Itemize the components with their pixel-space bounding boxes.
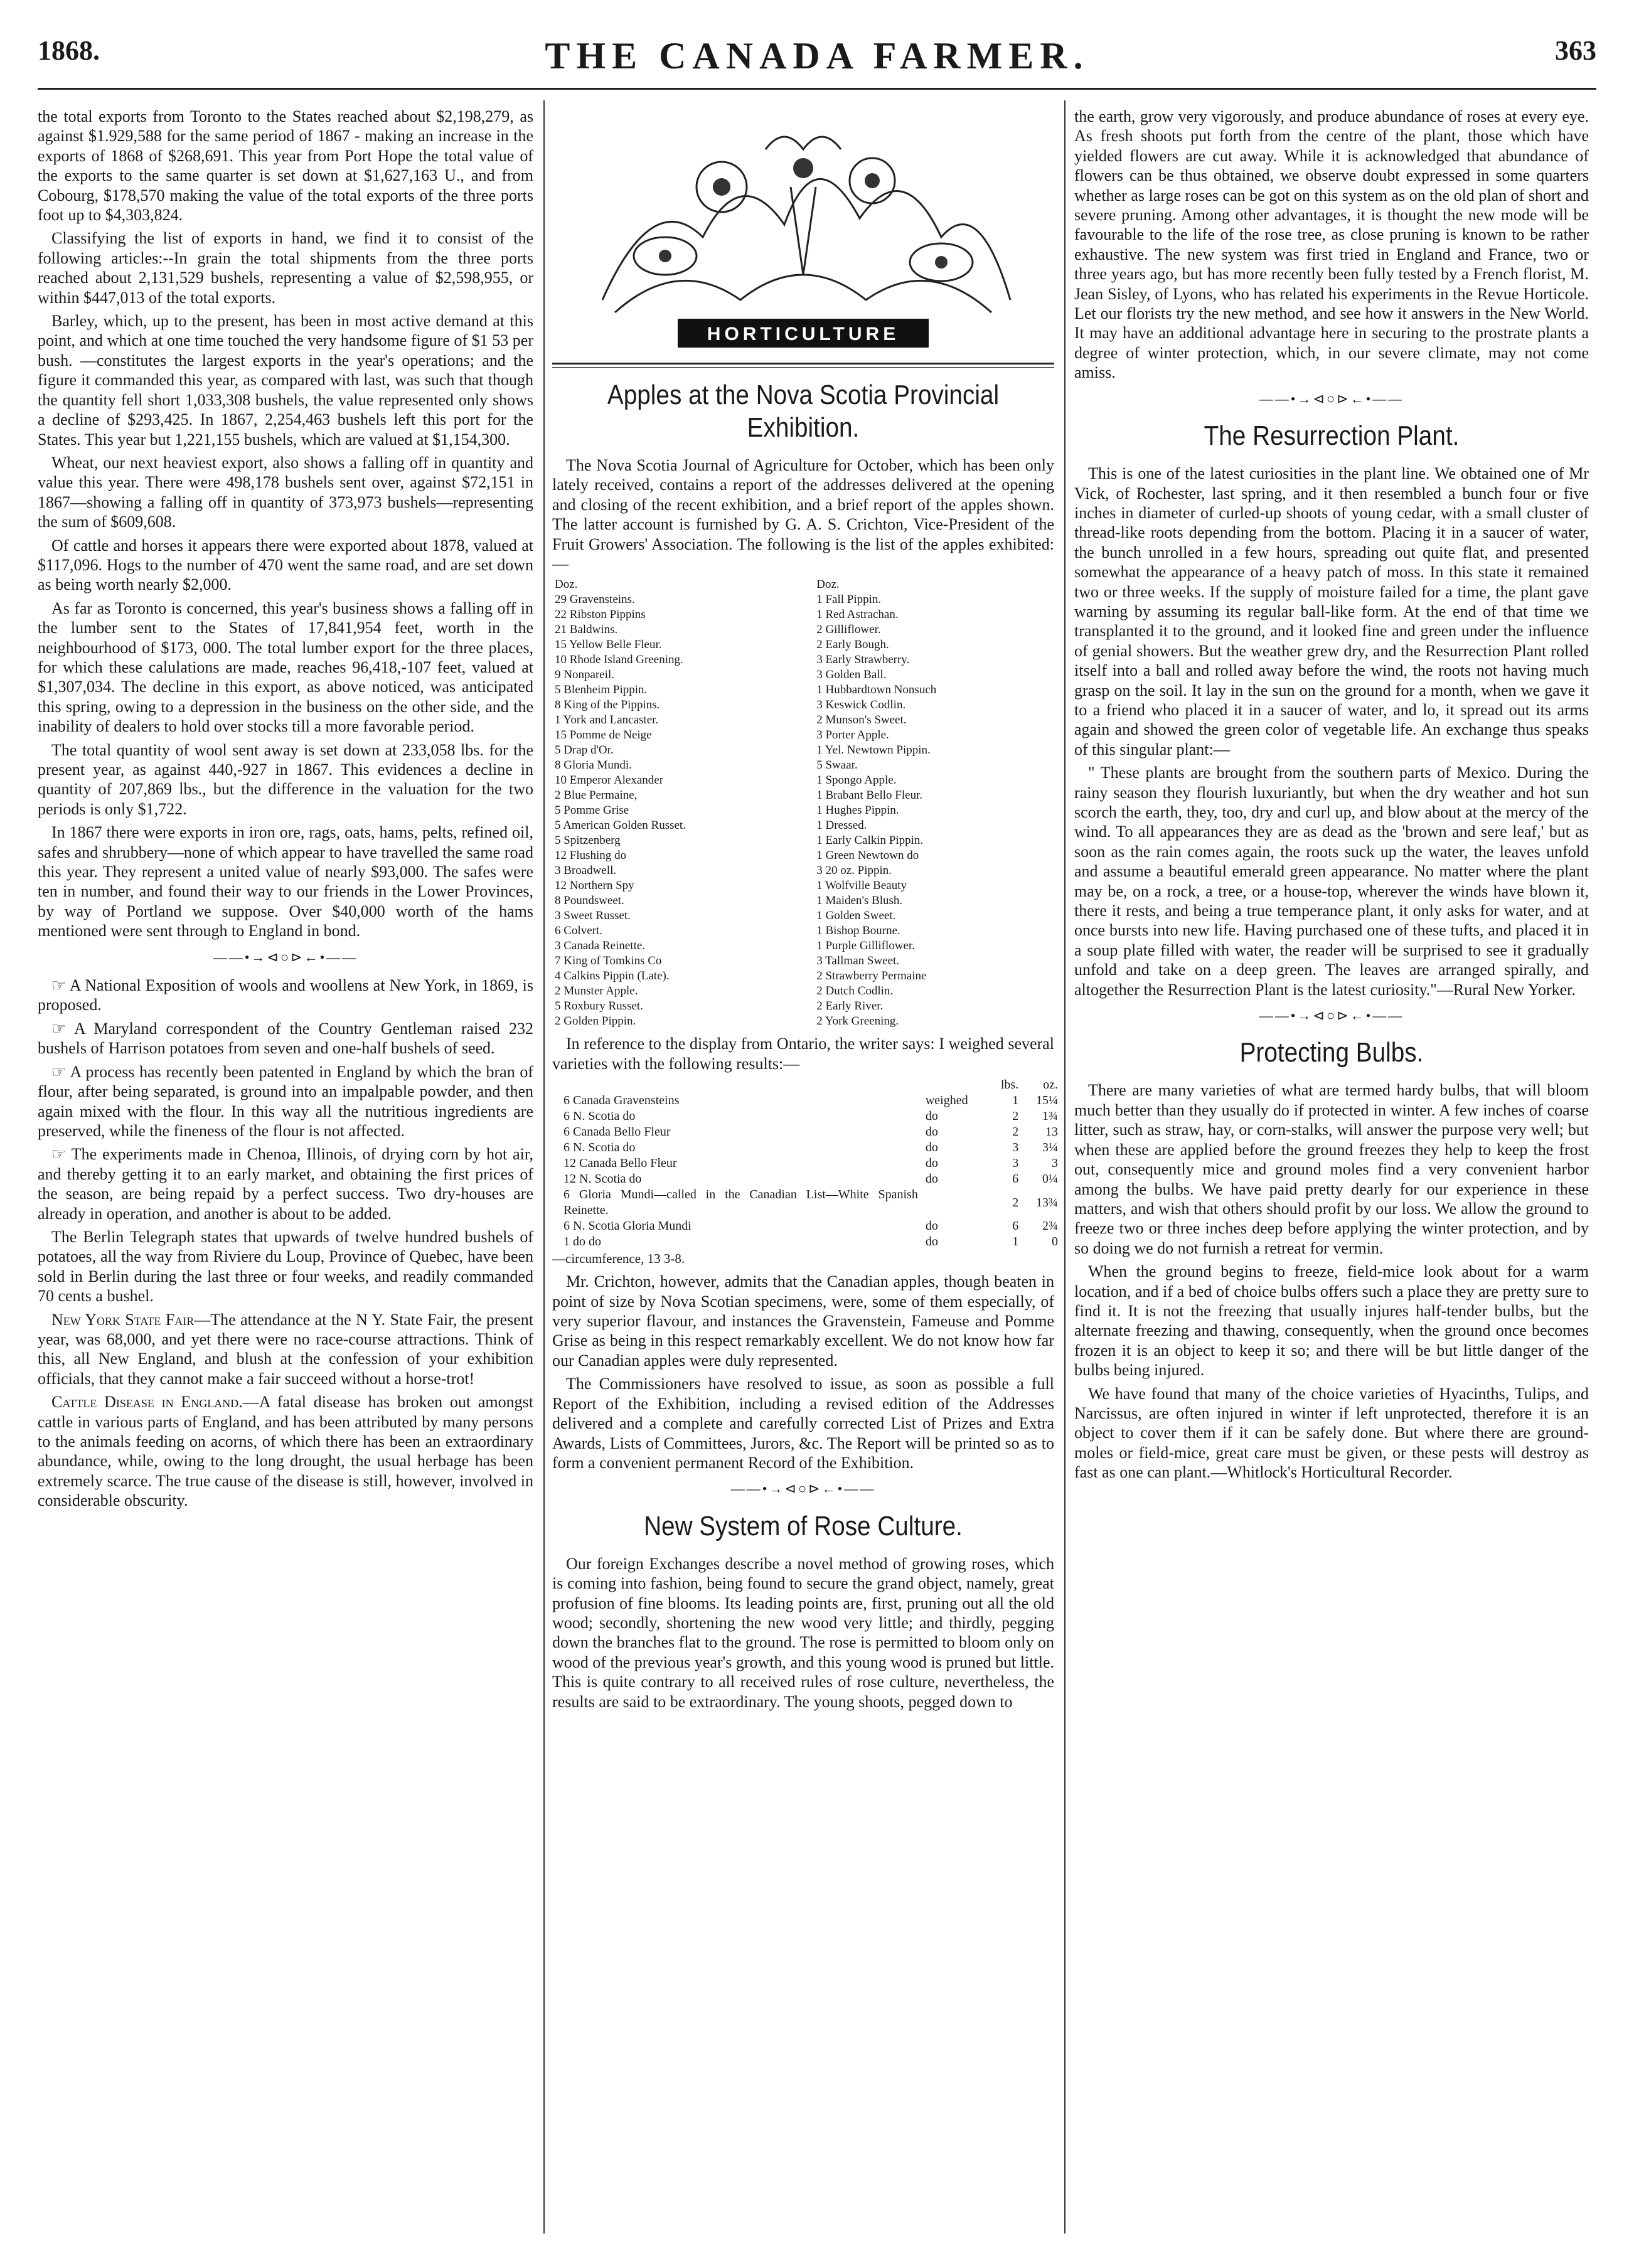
weights-cell: 0¼	[1042, 1172, 1058, 1186]
news-note	[38, 1310, 533, 1389]
apple-entry: 12 Northern Spy	[555, 879, 634, 893]
weights-cell: 6 Canada Gravensteins	[563, 1094, 680, 1108]
article-paragraph: the earth, grow very vigorously, and produce abundance of roses at every eye. As fresh shoots put forth from the centre of the plant, those which have yielded flowers are cut away. While it is acknowledged that abundance of flowers can be thus obtained, we observe doubt expressed in some quarters whether as large roses can be got on this system as on the old plan of short and severe pruning. Among other advantages, it is thought the new mode will be favourable to the life of the rose tree, as close pruning is known to be rather exhaustive. The new system was first tried in England and France, two or three years ago, but has more recently been fully tested by a French florist, M. Jean Sisley, of Lyons, who has related his experiments in the Revue Horticole. Let our florists try the new method, and see how it answers in the New World. It may have an additional advantage here in securing to the prostrate plants a degree of winter protection, which, in our severe climate, may not come amiss.	[1074, 107, 1589, 382]
apple-entry: 1 Maiden's Blush.	[816, 894, 903, 908]
weights-row	[560, 1093, 1062, 1109]
apple-row	[552, 592, 1054, 607]
apple-entry: 1 York and Lancaster.	[555, 713, 659, 727]
apple-entry: 3 Keswick Codlin.	[816, 698, 906, 712]
news-note	[38, 1144, 533, 1223]
apple-entry: 3 Sweet Russet.	[555, 909, 631, 923]
weights-cell: 6 N. Scotia do	[563, 1109, 636, 1124]
apple-row	[552, 924, 1054, 939]
apple-row	[552, 713, 1054, 728]
apple-entry: 1 Wolfville Beauty	[816, 879, 907, 893]
apple-row	[552, 954, 1054, 969]
apple-entry: 1 Dressed.	[816, 819, 867, 833]
apple-entry: 5 Swaar.	[816, 759, 858, 772]
weights-cell: 3	[1012, 1141, 1019, 1155]
banner-title: HORTICULTURE	[707, 324, 900, 344]
article-paragraph: Mr. Crichton, however, admits that the Canadian apples, though beaten in point of size by Nova Scotian specimens, were, some of them especially, of very superior flavour, and instances the Gravenstein, Fameuse and Pomme Grise as being in this respect remarkably excellent. We do not know how far our Canadian apples were duly represented.	[552, 1272, 1054, 1370]
weights-row	[560, 1234, 1062, 1250]
weights-cell: do	[925, 1235, 938, 1249]
apple-entry: 3 Early Strawberry.	[816, 653, 910, 667]
circumference-note: —circumference, 13 3-8.	[552, 1251, 685, 1267]
apple-entry: 1 Hubbardtown Nonsuch	[816, 683, 937, 697]
article-paragraph: As far as Toronto is concerned, this year's business shows a falling off in the lumber sent to the States of 17,841,954 feet, worth in the neighbourhood of $173, 000. The total lumber export for the three places, for which these calulations are made, reaches 96,418,-107 feet, valued at $1,307,034. The decline in this export, as above noticed, was anticipated this spring, owing to a depression in the business on the other side, and the inability of dealers to hold over stocks till a more favorable period.	[38, 599, 533, 736]
apple-row	[552, 908, 1054, 924]
column-divider	[1064, 100, 1065, 2233]
masthead-title: THE CANADA FARMER.	[545, 35, 1089, 77]
article-paragraph: The Nova Scotia Journal of Agriculture for October, which has been only lately received, contains a report of the addresses delivered at the opening and closing of the recent exhibition, and a brief report of the apples shown. The latter account is furnished by G. A. S. Crichton, Vice-President of the Fruit Growers' Association. The following is the list of the apples exhibited:—	[552, 456, 1054, 573]
apple-entry: 2 Munson's Sweet.	[816, 713, 907, 727]
apple-row	[552, 818, 1054, 833]
article-paragraph: Barley, which, up to the present, has been in most active demand at this point, and which at one time touched the very handsome figure of $1 53 per bush. —constitutes the largest exports in the year's operations; and the figure it commanded this year, as compared with last, was such that though the quantity fell short 1,033,308 bushels, the value represented only shows a decline of $293,425. In 1867, 2,254,463 bushels left this port for the States. This year but 1,221,155 bushels, which are valued at $1,154,300.	[38, 312, 533, 449]
weights-cell: 6	[1012, 1172, 1019, 1186]
article-paragraph: Classifying the list of exports in hand, we find it to consist of the following articles:--In grain the total shipments from the three ports reached about 2,131,529 bushels, representing a value of $2,598,955, or within $447,013 of the total exports.	[38, 229, 533, 307]
apple-entry: 8 Gloria Mundi.	[555, 759, 632, 772]
apple-entry: 2 Munster Apple.	[555, 984, 638, 998]
weights-cell: 12 N. Scotia do	[563, 1172, 642, 1186]
weights-header-cell: oz.	[1043, 1078, 1058, 1092]
weights-row	[560, 1124, 1062, 1140]
apple-entry: 2 Early River.	[816, 999, 884, 1013]
weights-cell: do	[925, 1156, 938, 1171]
doz-label: Doz.	[555, 578, 578, 592]
apple-row	[552, 939, 1054, 954]
weights-cell: 2	[1012, 1109, 1019, 1124]
apple-entry: 15 Yellow Belle Fleur.	[555, 638, 662, 652]
apple-row	[552, 999, 1054, 1014]
apple-row	[552, 893, 1054, 908]
apple-entry: 1 Brabant Bello Fleur.	[816, 789, 923, 802]
section-separator: ——•→⊲○⊳←•——	[213, 949, 358, 965]
apple-entry: 2 Strawberry Permaine	[816, 969, 927, 983]
weights-row	[560, 1140, 1062, 1156]
weights-cell: 13¾	[1036, 1195, 1058, 1210]
weights-body	[560, 1077, 1062, 1250]
apples-header-row	[552, 577, 1054, 592]
apple-entry: 1 Spongo Apple.	[816, 774, 897, 787]
weights-cell: 6 Canada Bello Fleur	[563, 1125, 671, 1139]
article-paragraph: In 1867 there were exports in iron ore, rags, oats, hams, pelts, refined oil, safes and shrubbery—none of which appear to have travelled the same road this year. They represent a united value of nearly $93,000. The safes were ten in number, and found their way to our friends in the Lower Provinces, by way of Portland we suppose. Over $40,000 worth of the hams mentioned were sent through to England in bond.	[38, 823, 533, 940]
weights-cell: 15¼	[1036, 1094, 1058, 1108]
apple-entry: 3 Porter Apple.	[816, 728, 889, 742]
apple-entry: 7 King of Tomkins Co	[555, 954, 662, 968]
apple-row	[552, 969, 1054, 984]
weights-cell: 3	[1012, 1156, 1019, 1171]
weights-cell: 6	[1012, 1219, 1019, 1233]
apple-entry: 3 Golden Ball.	[816, 668, 887, 682]
weights-cell: do	[925, 1141, 938, 1155]
article-paragraph: This is one of the latest curiosities in the plant line. We obtained one of Mr Vick, of Rochester, last spring, and it then resembled a bunch four or five inches in diameter of curled-up shoots of young cedar, with a small cluster of thread-like roots depending from the bottom. Placing it in a saucer of water, the bunch unrolled in a few hours, spreading out quite flat, and presented somewhat the appearance of a heavy patch of moss. In this state it remained two or three weeks. If the supply of moisture failed for a time, the plant gave warning by assuming its regular ball-like form. At the end of that time we transplanted it to the ground, and it looked fine and green under the influence of genial showers. But the weather grew dry, and the Resurrection Plant rolled itself into a ball and rolled away before the wind, the roots not having much grasp on the soil. It lay in the sun on the ground for a month, when we gave it to a friend who placed it in a saucer of water, and lo, it spread out its arms again and showed the green color of vegetable life. An exchange thus speaks of this singular plant:—	[1074, 464, 1589, 759]
article-paragraph: the total exports from Toronto to the States reached about $2,198,279, as against $1.929,588 for the same period of 1867 - making an increase in the exports of 1868 of $268,691. This year from Port Hope the total value of the exports to the same quarter is set down at $1,627,163 U., and from Cobourg, $178,570 making the value of the total exports of the three ports foot up to $4,303,824.	[38, 107, 533, 225]
article-paragraph: There are many varieties of what are termed hardy bulbs, that will bloom much better than they usually do if protected in winter. A few inches of coarse litter, such as straw, hay, or corn-stalks, will answer the purpose very well; but when these are applied before the ground freezes they help to keep the frost out, consequently mice and ground moles find a very convenient harbor among the bulbs. We have paid pretty dearly for our experience in these matters, and wish that others should profit by our loss. We allow the ground to freeze two or three inches deep before applying the winter protection, and by so doing we do not furnish a retreat for vermin.	[1074, 1081, 1589, 1257]
apple-row	[552, 758, 1054, 773]
apple-entry: 15 Pomme de Neige	[555, 728, 652, 742]
article-heading: The Resurrection Plant.	[1204, 420, 1460, 452]
apple-entry: 29 Gravensteins.	[555, 593, 635, 607]
apple-entry: 5 Spitzenberg	[555, 834, 621, 848]
apple-entry: 1 Early Calkin Pippin.	[816, 834, 924, 848]
apple-row	[552, 788, 1054, 803]
note-text: The experiments made in Chenoa, Illinois, of drying corn by hot air, and thereby getting it to an early market, and obtaining the first prices of the season, are being repaid by a perfect success. Two dry-houses are already in operation, and another is about to be added.	[38, 1145, 534, 1223]
apple-row	[552, 698, 1054, 713]
apple-entry: 2 Dutch Codlin.	[816, 984, 894, 998]
weights-cell: do	[925, 1109, 938, 1124]
weights-cell: 3	[1052, 1156, 1058, 1171]
weights-cell: do	[925, 1219, 938, 1233]
apple-entry: 21 Baldwins.	[555, 623, 618, 637]
article-paragraph: The total quantity of wool sent away is set down at 233,058 lbs. for the present year, as against 440,-927 in 1867. This evidences a decline in quantity of 207,869 lbs., but the difference in the valuation for the two periods is only $1,722.	[38, 740, 533, 818]
apple-entry: 1 Purple Gilliflower.	[816, 939, 915, 953]
article-paragraph: Of cattle and horses it appears there were exported about 1878, valued at $117,096. Hogs to the number of 470 went the same road, and are set down as being worth nearly $2,000.	[38, 536, 533, 594]
apple-entry: 5 Blenheim Pippin.	[555, 683, 648, 697]
apple-row	[552, 878, 1054, 893]
section-separator: ——•→⊲○⊳←•——	[730, 1481, 876, 1497]
apple-entry: 1 Fall Pippin.	[816, 593, 882, 607]
apple-entry: 1 Yel. Newtown Pippin.	[816, 743, 931, 757]
weights-cell: 0	[1052, 1235, 1058, 1249]
apple-row	[552, 652, 1054, 668]
weights-header-cell	[922, 1077, 989, 1093]
double-rule	[552, 363, 1054, 368]
news-note	[38, 1019, 533, 1058]
pointing-hand-icon: ☞	[51, 1062, 67, 1081]
apple-entry: 8 King of the Pippins.	[555, 698, 660, 712]
apple-entry: 10 Rhode Island Greening.	[555, 653, 683, 667]
weights-cell: 13	[1045, 1125, 1058, 1139]
apple-entry: 5 Roxbury Russet.	[555, 999, 643, 1013]
apples-list-body	[552, 577, 1054, 1029]
apple-entry: 2 Blue Permaine,	[555, 789, 638, 802]
weights-cell: 12 Canada Bello Fleur	[563, 1156, 677, 1171]
apple-entry: 3 20 oz. Pippin.	[816, 864, 892, 878]
note-text: —The attendance at the N Y. State Fair, the present year, was 68,000, and yet there were no race-course attractions. Think of this, all New England, and blush at the confession of your exhibition officials, that they cannot make a fair succeed without a horse-trot!	[38, 1310, 533, 1388]
apple-row	[552, 743, 1054, 758]
weights-row	[560, 1187, 1062, 1218]
article-paragraph: In reference to the display from Ontario, the writer says: I weighed several varieties with the following results:—	[552, 1035, 1054, 1073]
weights-cell: do	[925, 1125, 938, 1139]
weights-header-row	[560, 1077, 1062, 1093]
weights-cell: 2	[1012, 1125, 1019, 1139]
page-number: 363	[1555, 35, 1596, 66]
apple-entry: 3 Tallman Sweet.	[816, 954, 900, 968]
apple-entry: 1 Golden Sweet.	[816, 909, 896, 923]
pointing-hand-icon: ☞	[51, 1145, 67, 1164]
news-note: The Berlin Telegraph states that upwards of twelve hundred bushels of potatoes, all the way from Riviere du Loup, Province of Quebec, have been sold in Berlin during the last three or four weeks, and readily commanded 70 cents a bushel.	[38, 1227, 533, 1306]
weights-table	[560, 1077, 1062, 1250]
apple-row	[552, 622, 1054, 637]
weights-row	[560, 1171, 1062, 1187]
apple-row	[552, 984, 1054, 999]
horticulture-banner-illustration	[577, 112, 1029, 356]
weights-cell: 6 N. Scotia do	[563, 1141, 636, 1155]
page-header	[38, 35, 1596, 85]
apple-entry: 9 Nonpareil.	[555, 668, 614, 682]
news-note	[38, 1062, 533, 1141]
article-paragraph: Our foreign Exchanges describe a novel method of growing roses, which is coming into fashion, being found to secure the grand object, namely, great profusion of fine blooms. Its leading points are, first, pruning out all the old wood; secondly, shortening the new wood very little; and thirdly, pegging down the branches flat to the ground. The rose is permitted to bloom only on wood of the previous year's growth, and this young wood is pruned but little. This is quite contrary to all received rules of rose culture, nevertheless, the results are said to be extraordinary. The young shoots, pegged down to	[552, 1554, 1054, 1711]
apple-entry: 8 Poundsweet.	[555, 894, 624, 908]
apple-entry: 6 Colvert.	[555, 924, 602, 938]
apple-entry: 2 York Greening.	[816, 1014, 899, 1028]
article-paragraph: Wheat, our next heaviest export, also shows a falling off in quantity and value this year. There were 498,178 bushels sent over, against $72,151 in 1867—showing a falling off in quantity of 373,973 bushels—representing the sum of $609,608.	[38, 453, 533, 531]
weights-cell: 1 do do	[563, 1235, 601, 1249]
article-paragraph: We have found that many of the choice varieties of Hyacinths, Tulips, and Narcissus, are often injured in winter if left unprotected, therefore it is an object to cover them if it can be safely done. But where there are ground-moles or field-mice, great care must be given, or these pests will destroy as fast as one can plant.—Whitlock's Horticultural Recorder.	[1074, 1384, 1589, 1482]
apple-entry: 3 Broadwell.	[555, 864, 617, 878]
article-heading: New System of Rose Culture.	[644, 1510, 963, 1541]
apple-row	[552, 637, 1054, 652]
apple-row	[552, 668, 1054, 683]
section-separator: ——•→⊲○⊳←•——	[1259, 1008, 1404, 1024]
weights-cell: 1¾	[1042, 1109, 1058, 1124]
apple-entry: 3 Canada Reinette.	[555, 939, 646, 953]
apple-entry: 10 Emperor Alexander	[555, 774, 664, 787]
note-lead: New York State Fair	[51, 1310, 195, 1329]
pointing-hand-icon: ☞	[51, 976, 67, 995]
apples-list-table	[552, 577, 1054, 1029]
weights-row	[560, 1218, 1062, 1234]
apple-row	[552, 833, 1054, 848]
weights-cell: 1	[1012, 1094, 1019, 1108]
apple-row	[552, 863, 1054, 878]
header-year: 1868.	[38, 35, 100, 66]
weights-cell: 1	[1012, 1235, 1019, 1249]
weights-cell: 2	[1012, 1195, 1019, 1210]
weights-cell: 3¼	[1042, 1141, 1058, 1155]
apple-entry: 5 American Golden Russet.	[555, 819, 686, 833]
news-note	[38, 976, 533, 1015]
note-text: A Maryland correspondent of the Country Gentleman raised 232 bushels of Harrison potatoes from seven and one-half bushels of seed.	[38, 1019, 533, 1058]
weights-cell: 6 Gloria Mundi—called in the Canadian List—White Spanish Reinette.	[563, 1188, 918, 1218]
article-paragraph: The Commissioners have resolved to issue, as soon as possible a full Report of the Exhibition, including a revised edition of the Addresses delivered and a complete and carefully corrected List of Prizes and Extra Awards, Lists of Committees, Jurors, &c. The Report will be printed so as to form a convenient permanent Record of the Exhibition.	[552, 1375, 1054, 1472]
pointing-hand-icon: ☞	[51, 1019, 67, 1038]
apple-row	[552, 848, 1054, 863]
note-text: A process has recently been patented in England by which the bran of flour, after being separated, is ground into an impalpable powder, and then again mixed with the flour. In this way all the nutritious ingredients are preserved, while the fineness of the flour is not affected.	[38, 1062, 533, 1140]
weights-header-cell: lbs.	[1000, 1078, 1019, 1092]
apple-row	[552, 773, 1054, 788]
weights-cell: 6 N. Scotia Gloria Mundi	[563, 1219, 692, 1233]
column-1	[38, 107, 533, 2227]
weights-cell: do	[925, 1172, 938, 1186]
weights-header-cell	[560, 1077, 922, 1093]
column-divider	[543, 100, 545, 2233]
apple-entry: 1 Red Astrachan.	[816, 608, 899, 622]
weights-row	[560, 1109, 1062, 1124]
apple-entry: 1 Hughes Pippin.	[816, 804, 899, 817]
column-2	[552, 107, 1058, 2227]
news-note	[38, 1392, 533, 1510]
apple-row	[552, 728, 1054, 743]
article-heading: Protecting Bulbs.	[1239, 1037, 1424, 1068]
weights-row	[560, 1156, 1062, 1171]
apple-entry: 2 Golden Pippin.	[555, 1014, 636, 1028]
article-paragraph: When the ground begins to freeze, field-mice look about for a warm location, and if a bed of choice bulbs offers such a place they are pretty sure to find it. It is not the freezing that usually injures half-tender bulbs, but the alternate freezing and thawing, consequently, when the ground once becomes frozen it is an object to keep it so; and there will be but little danger of the bulbs being injured.	[1074, 1262, 1589, 1380]
header-rule	[38, 88, 1596, 90]
apple-entry: 5 Pomme Grise	[555, 804, 629, 817]
section-separator: ——•→⊲○⊳←•——	[1259, 390, 1404, 407]
weights-cell: 2¾	[1042, 1219, 1058, 1233]
weights-cell	[922, 1187, 989, 1218]
article-heading: Apples at the Nova Scotia Provincial Exhibition.	[607, 380, 1000, 443]
apple-row	[552, 683, 1054, 698]
article-paragraph: " These plants are brought from the southern parts of Mexico. During the rainy season they flourish luxuriantly, but when the dry weather and hot sun scorch the earth, they, too, dry and curl up, and blow about at the mercy of the wind. To all appearances they are as dead as the 'brown and sere leaf,' but as soon as the rain comes again, the roots suck up the water, the leaves unfold and assume a beautiful emerald green appearance. No matter where the plant may be, on a rock, a tree, or a house-top, wherever the winds have blown it, there it rests, and being a true temperance plant, it only asks for water, and at once bursts into new life. Having purchased one of these tufts, and placed it in a soup plate filled with water, the reader will be surprised to see it gradually unfold and take on a deep green. The leaves are arranged spirally, and altogether the Resurrection Plant is the latest curiosity."—Rural New Yorker.	[1074, 764, 1589, 999]
apple-entry: 5 Drap d'Or.	[555, 743, 614, 757]
note-lead: Cattle Disease in England.	[51, 1393, 243, 1412]
apple-entry: 1 Bishop Bourne.	[816, 924, 900, 938]
note-text: —A fatal disease has broken out amongst cattle in various parts of England, and has been attributed by many persons to the animals feeding on acorns, of which there has been an extraordinary abundance, while, owing to the long drought, the usual herbage has been extremely scarce. The true cause of the disease is still, however, involved in considerable obscurity.	[38, 1393, 533, 1510]
doz-label: Doz.	[816, 578, 840, 592]
apple-entry: 4 Calkins Pippin (Late).	[555, 969, 670, 983]
apple-row	[552, 1014, 1054, 1029]
apple-entry: 2 Early Bough.	[816, 638, 889, 652]
apple-row	[552, 803, 1054, 818]
apple-entry: 1 Green Newtown do	[816, 849, 919, 863]
note-text: A National Exposition of wools and woollens at New York, in 1869, is proposed.	[38, 976, 533, 1014]
weights-cell: weighed	[925, 1094, 968, 1108]
apple-entry: 22 Ribston Pippins	[555, 608, 646, 622]
apple-entry: 12 Flushing do	[555, 849, 627, 863]
apple-entry: 2 Gilliflower.	[816, 623, 881, 637]
column-3	[1074, 107, 1589, 2227]
apple-row	[552, 607, 1054, 622]
